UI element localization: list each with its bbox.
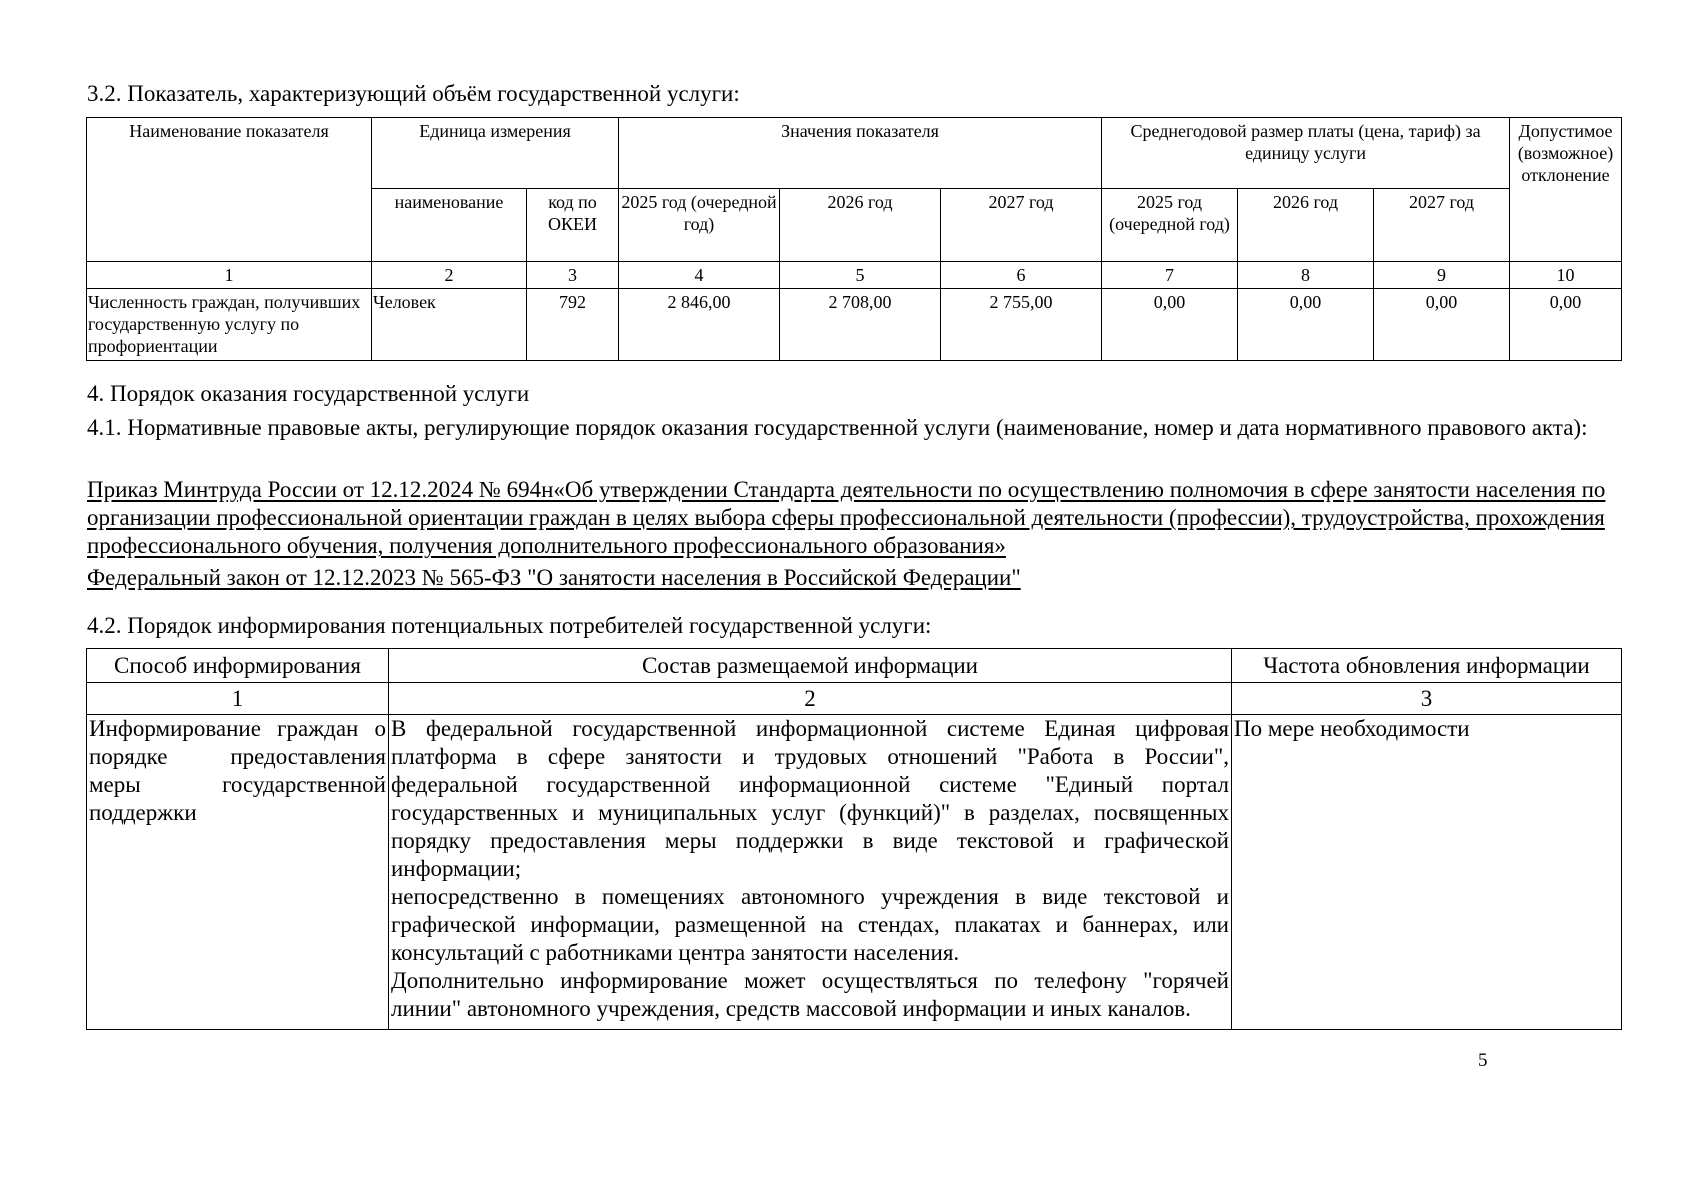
column-number: 2: [389, 683, 1232, 715]
volume-indicator-table: [86, 117, 1622, 361]
okei-cell: 792: [527, 289, 619, 361]
header-fee-2025: 2025 год (очередной год): [1102, 189, 1238, 262]
section-3-2-title: 3.2. Показатель, характеризующий объём государственной услуги:: [87, 81, 740, 106]
page-number: 5: [1478, 1050, 1488, 1071]
column-number: 4: [619, 262, 780, 289]
table-row: [87, 715, 1622, 1030]
header-value-2026: 2026 год: [780, 189, 941, 262]
column-number: 8: [1238, 262, 1374, 289]
header-avg-fee: Среднегодовой размер платы (цена, тариф) за единицу услуги: [1102, 118, 1510, 189]
column-number-row: [87, 262, 1622, 289]
column-number: 2: [372, 262, 527, 289]
content-paragraph: Дополнительно информирование может осуществляться по телефону "горячей линии" автономного учреждения, средств массовой информации и иных каналов.: [391, 968, 1229, 1021]
section-4-title: 4. Порядок оказания государственной услуги: [87, 381, 530, 406]
column-number: 7: [1102, 262, 1238, 289]
header-unit: Единица измерения: [372, 118, 619, 189]
header-value-2027: 2027 год: [941, 189, 1102, 262]
indicator-cell: Численность граждан, получивших государственную услугу по профориентации: [87, 289, 372, 361]
fee-2027-cell: 0,00: [1374, 289, 1510, 361]
header-okei-code: код по ОКЕИ: [527, 189, 619, 262]
column-number: 6: [941, 262, 1102, 289]
column-number: 3: [1232, 683, 1622, 715]
header-method: Способ информирования: [87, 649, 389, 683]
header-values: Значения показателя: [619, 118, 1102, 189]
column-number: 1: [87, 683, 389, 715]
value-2027-cell: 2 755,00: [941, 289, 1102, 361]
table-row: [87, 289, 1622, 361]
law-reference-2: Федеральный закон от 12.12.2023 № 565-ФЗ "О занятости населения в Российской Федерации": [87, 565, 1021, 590]
value-2026-cell: 2 708,00: [780, 289, 941, 361]
header-deviation: Допустимое (возможное) отклонение: [1510, 118, 1622, 262]
column-number: 9: [1374, 262, 1510, 289]
column-number: 3: [527, 262, 619, 289]
column-number-row: [87, 683, 1622, 715]
fee-2026-cell: 0,00: [1238, 289, 1374, 361]
content-paragraph: В федеральной государственной информационной системе Единая цифровая платформа в сфере занятости и трудовых отношений "Работа в России", федеральной государственной информационной системе "Единый портал государственных и муниципальных услуг (функций)" в разделах, посвященных порядку предоставления меры поддержки в виде текстовой и графической информации;: [391, 716, 1229, 881]
fee-2025-cell: 0,00: [1102, 289, 1238, 361]
section-4-2-title: 4.2. Порядок информирования потенциальных потребителей государственной услуги:: [87, 613, 932, 638]
method-cell: [87, 715, 389, 1030]
header-content: Состав размещаемой информации: [389, 649, 1232, 683]
section-4-1-title: 4.1. Нормативные правовые акты, регулирующие порядок оказания государственной услуги (наименование, номер и дата нормативного правового акта):: [87, 415, 1588, 440]
column-number: 1: [87, 262, 372, 289]
header-frequency: Частота обновления информации: [1232, 649, 1622, 683]
header-indicator-name: Наименование показателя: [87, 118, 372, 262]
value-2025-cell: 2 846,00: [619, 289, 780, 361]
column-number: 10: [1510, 262, 1622, 289]
frequency-cell: По мере необходимости: [1232, 715, 1622, 1030]
content-cell: [389, 715, 1232, 1030]
header-fee-2027: 2027 год: [1374, 189, 1510, 262]
deviation-cell: 0,00: [1510, 289, 1622, 361]
law-reference-1: Приказ Минтруда России от 12.12.2024 № 694н«Об утверждении Стандарта деятельности по осуществлению полномочия в сфере занятости населения по организации профессиональной ориентации граждан в целях выбора сферы профессиональной деятельности (профессии), трудоустройства, прохождения профессионального обучения, получения дополнительного профессионального образования»: [87, 477, 1606, 558]
header-value-2025: 2025 год (очередной год): [619, 189, 780, 262]
header-fee-2026: 2026 год: [1238, 189, 1374, 262]
unit-name-cell: Человек: [372, 289, 527, 361]
method-text: Информирование граждан о порядке предоставления меры государственной поддержки: [89, 716, 386, 825]
informing-table: [86, 648, 1622, 1030]
content-paragraph: непосредственно в помещениях автономного учреждения в виде текстовой и графической информации, размещенной на стендах, плакатах и баннерах, или консультаций с работниками центра занятости населения.: [391, 884, 1229, 965]
column-number: 5: [780, 262, 941, 289]
header-unit-name: наименование: [372, 189, 527, 262]
